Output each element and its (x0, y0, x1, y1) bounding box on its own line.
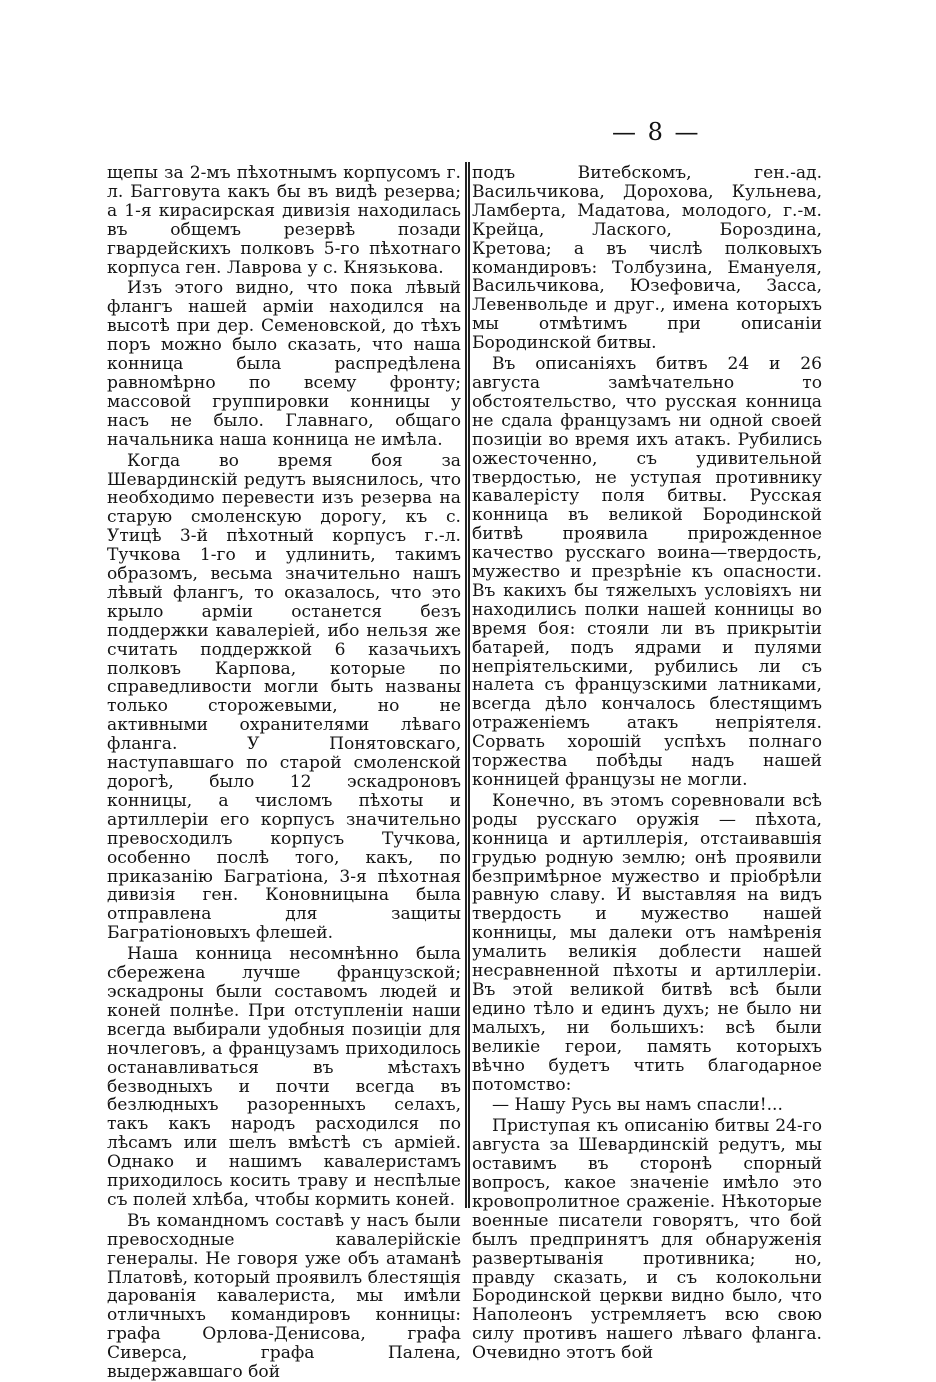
page-number-text: — 8 — (611, 118, 701, 146)
paragraph: Изъ этого видно, что пока лѣвый флангъ нашей арміи находился на высотѣ при дер. Семеновской, до тѣхъ поръ можно было сказать, что наша конница была распредѣлена равномѣрно по всему фронту; массовой группировки конницы у насъ не было. Главнаго, общаго начальника наша конница не имѣла. (107, 278, 461, 450)
left-column (107, 164, 461, 1382)
paragraph: Приступая къ описанію битвы 24-го августа за Шевардинскій редутъ, мы оставимъ въ сторонѣ спорный вопросъ, какое значеніе имѣло это кровопролитное сраженіе. Нѣкоторые военные писатели говорятъ, что бой былъ предпринятъ для обнаруженія развертыванія противника; но, правду сказать, и съ колокольни Бородинской церкви видно было, что Наполеонъ устремляетъ всю свою силу противъ нашего лѣваго фланга. Очевидно этотъ бой (472, 1116, 822, 1364)
paragraph: Въ командномъ составѣ у насъ были превосходные кавалерійскіе генералы. Не говоря уже объ атаманѣ Платовѣ, который проявилъ блестящія дарованія кавалериста, мы имѣли отличныхъ командировъ конницы: графа Орлова-Денисова, графа Сиверса, графа Палена, выдержавшаго бой (107, 1210, 461, 1382)
paragraph: Конечно, въ этомъ соревновали всѣ роды русскаго оружія — пѣхота, конница и артиллерія, отстаивавшія грудью родную землю; онѣ проявили безпримѣрное мужество и пріобрѣли равную славу. И выставляя на видъ твердость и мужество нашей конницы, мы далеки отъ намѣренія умалить великія доблести нашей несравненной пѣхоты и артиллеріи. Въ этой великой битвѣ всѣ были едино тѣло и единъ духъ; не было ни малыхъ, ни большихъ: всѣ были великіе герои, память которыхъ вѣчно будетъ чтить благодарное потомство: (472, 790, 822, 1095)
paragraph: щепы за 2-мъ пѣхотнымъ корпусомъ г. л. Багговута какъ бы въ видѣ резерва; а 1-я кирасирская дивизія находилась въ общемъ резервѣ позади гвардейскихъ полковъ 5-го пѣхотнаго корпуса ген. Лаврова у с. Князькова. (107, 163, 461, 278)
right-column (472, 164, 822, 1363)
column-rule-left (465, 162, 467, 1208)
paragraph: Когда во время боя за Шевардинскій редутъ выяснилось, что необходимо перевести изъ резерва на старую смоленскую дорогу, къ с. Утицѣ 3-й пѣхотный корпусъ г.-л. Тучкова 1-го и удлинить, такимъ образомъ, весьма значительно нашъ лѣвый флангъ, то оказалось, что это крыло арміи останется безъ поддержки кавалеріей, ибо нельзя же считать поддержкой 6 казачьихъ полковъ Карпова, которые по справедливости могли быть названы только сторожевыми, но не активными охранителями лѣваго фланга. У Понятовскаго, наступавшаго по старой смоленской дорогѣ, было 12 эскадроновъ конницы, а числомъ пѣхоты и артиллеріи его корпусъ значительно превосходилъ корпусъ Тучкова, особенно послѣ того, какъ, по приказанію Багратіона, 3-я пѣхотная дивизія ген. Коновницына была отправлена для защиты Багратіоновыхъ флешей. (107, 450, 461, 944)
column-rule-right (468, 162, 470, 1208)
paragraph: — Нашу Русь вы намъ спасли!... (492, 1095, 783, 1116)
page-number (0, 118, 936, 146)
paragraph: подъ Витебскомъ, ген.-ад. Васильчикова, Дорохова, Кульнева, Ламберта, Мадатова, молодого, г.-м. Крейца, Лаского, Бороздина, Кретова; а въ числѣ полковыхъ командировъ: Толбузина, Емануеля, Васильчикова, Юзефовича, Засса, Левенвольде и друг., имена которыхъ мы отмѣтимъ при описаніи Бородинской битвы. (472, 163, 822, 354)
paragraph: Наша конница несомнѣнно была сбережена лучше французской; эскадроны были составомъ людей и коней полнѣе. При отступленіи наши всегда выбирали удобныя позиціи для ночлеговъ, а французамъ приходилось останавливаться въ мѣстахъ безводныхъ и почти всегда въ безлюдныхъ разоренныхъ селахъ, такъ какъ народъ расходился по лѣсамъ или шелъ вмѣстѣ съ арміей. Однако и нашимъ кавалеристамъ приходилось косить траву и неспѣлые съ полей хлѣба, чтобы кормить коней. (107, 944, 461, 1210)
paragraph: Въ описаніяхъ битвъ 24 и 26 августа замѣчательно то обстоятельство, что русская конница не сдала французамъ ни одной своей позиціи во время ихъ атакъ. Рубились ожесточенно, съ удивительной твердостью, не уступая противнику кавалерісту поля битвы. Русская конница въ великой Бородинской битвѣ проявила прирожденное качество русскаго воина—твердость, мужество и презрѣніе къ опасности. Въ какихъ бы тяжелыхъ условіяхъ ни находились полки нашей конницы во время боя: стояли ли въ прикрытіи батарей, подъ ядрами и пулями непріятельскими, рубились ли съ налета съ французскими латниками, всегда дѣло кончалось блестящимъ отраженіемъ атакъ непріятеля. Сорвать хорошій успѣхъ полнаго торжества побѣды надъ нашей конницей французы не могли. (472, 354, 822, 790)
